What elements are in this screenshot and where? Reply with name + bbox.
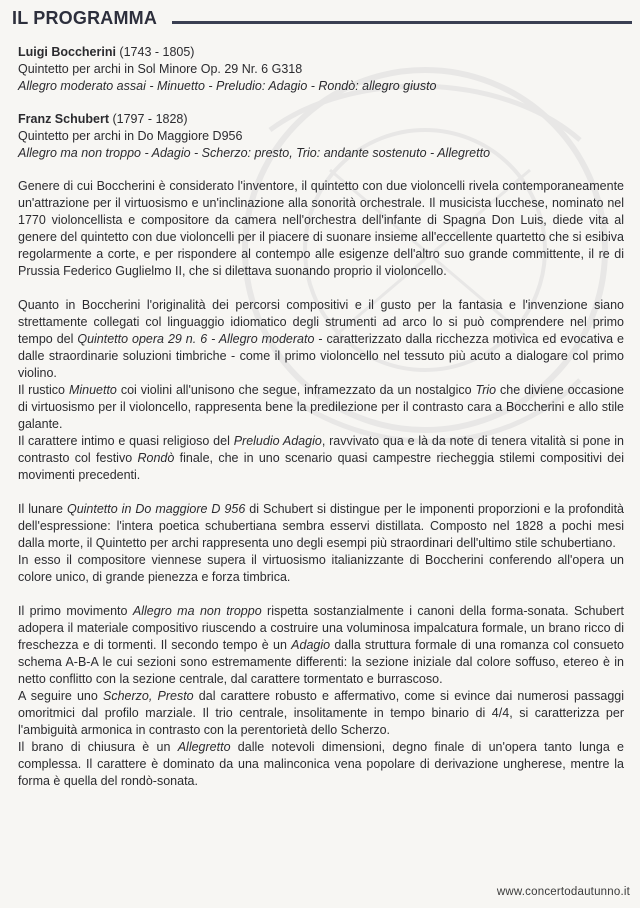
- work-title: Quintetto per archi in Sol Minore Op. 29 Nr. 6 G318: [18, 62, 303, 76]
- paragraph-intro: Genere di cui Boccherini è considerato l'inventore, il quintetto con due violoncelli rivela contemporaneamente un'attrazione per il virtuosismo e un'inclinazione alla sonorità orchestrale. Il musicista lucchese, nominato nel 1770 violoncellista e compositore da camera nell'orchestra dell'infante di Spagna Don Luis, diede vita al genere del quintetto con due violoncelli per il piacere di suonare insieme all'eccellente quartetto che si esibiva regolarmente a corte, e per rispondere al contempo alle esigenze dell'altro suo grande committente, il re di Prussia Federico Guglielmo II, che si dilettava suonando proprio il violoncello.: [18, 179, 624, 278]
- page-header: [12, 8, 632, 34]
- work-movements: Allegro moderato assai - Minuetto - Preludio: Adagio - Rondò: allegro giusto: [18, 79, 437, 93]
- title-rule: [172, 21, 632, 24]
- composer-dates: (1797 - 1828): [112, 112, 188, 126]
- paragraph-boccherini-adagio: Il carattere intimo e quasi religioso del Preludio Adagio, ravvivato qua e là da note di tenera vitalità si pone in contrasto col festivo Rondò finale, che in uno scenario quasi campestre riecheggia stilemi compositivi dei movimenti precedenti.: [18, 434, 624, 482]
- work-title: Quintetto per archi in Do Maggiore D956: [18, 129, 243, 143]
- page-title: IL PROGRAMMA: [12, 8, 158, 28]
- paragraph-schubert-intro: Il lunare Quintetto in Do maggiore D 956 di Schubert si distingue per le imponenti proporzioni e la profondità dell'espressione: l'intera poetica schubertiana sembra esservi distillata. Composto nel 1828 a pochi mesi dalla morte, il Quintetto per archi rappresenta uno degli esempi più straordinari dell'ultimo stile schubertiano.: [18, 502, 625, 550]
- work-movements: Allegro ma non troppo - Adagio - Scherzo: presto, Trio: andante sostenuto - Allegretto: [18, 146, 491, 160]
- paragraph-schubert-finale: Il brano di chiusura è un Allegretto dalle notevoli dimensioni, degno finale di un'opera tanto lunga e complessa. Il carattere è dominato da una malinconica vena popolare di derivazione ungherese, mentre la forma è quella del rondò-sonata.: [18, 740, 624, 788]
- paragraph-boccherini-minuetto: Il rustico Minuetto coi violini all'unisono che segue, inframezzato da un nostalgico Trio che diviene occasione di virtuosismo per il violoncello, rappresenta bene la predilezione per il contrasto cara a Boccherini e allo stile galante.: [18, 383, 624, 431]
- document-body: [18, 44, 624, 790]
- work-schubert: [18, 111, 624, 162]
- paragraph-schubert-style: In esso il compositore viennese supera il virtuosismo italianizzante di Boccherini conferendo all'opera un colore unico, di grande pienezza e forza timbrica.: [18, 553, 624, 584]
- composer-dates: (1743 - 1805): [119, 45, 195, 59]
- composer-name: Franz Schubert: [18, 112, 109, 126]
- paragraph-schubert-first-movement: Il primo movimento Allegro ma non troppo rispetta sostanzialmente i canoni della forma-sonata. Schubert adopera il materiale compositivo riuscendo a costruire una voluminosa impalcatura formale, un brano ricco di freschezza e di tormenti. Il secondo tempo è un Adagio dalla struttura formale di una romanza col consueto schema A-B-A le cui sezioni sono estremamente differenti: la sezione iniziale dal colore soffuso, etereo è in netto conflitto con la sezione centrale, dal carattere tormentato e burrascoso.: [18, 604, 624, 686]
- paragraph-schubert-scherzo: A seguire uno Scherzo, Presto dal carattere robusto e affermativo, come si evince dai numerosi passaggi omoritmici dal profilo marziale. Il trio centrale, insolitamente in tempo binario di 4/4, si caratterizza per l'ambiguità armonica in contrasto con la perentorietà dello Scherzo.: [18, 689, 624, 737]
- paragraph-boccherini-first-movement: Quanto in Boccherini l'originalità dei percorsi compositivi e il gusto per la fantasia e l'invenzione siano strettamente collegati col linguaggio idiomatico degli strumenti ad arco lo si può comprendere nel primo tempo del Quintetto opera 29 n. 6 - Allegro moderato - caratterizzato dalla ricchezza motivica ed evocativa e dalle straordinarie soluzioni timbriche - come il primo violoncello nel tessuto più acuto a dialogare col primo violino.: [18, 298, 624, 380]
- website-link[interactable]: www.concertodautunno.it: [496, 886, 630, 898]
- composer-name: Luigi Boccherini: [18, 45, 116, 59]
- work-boccherini: [18, 44, 624, 95]
